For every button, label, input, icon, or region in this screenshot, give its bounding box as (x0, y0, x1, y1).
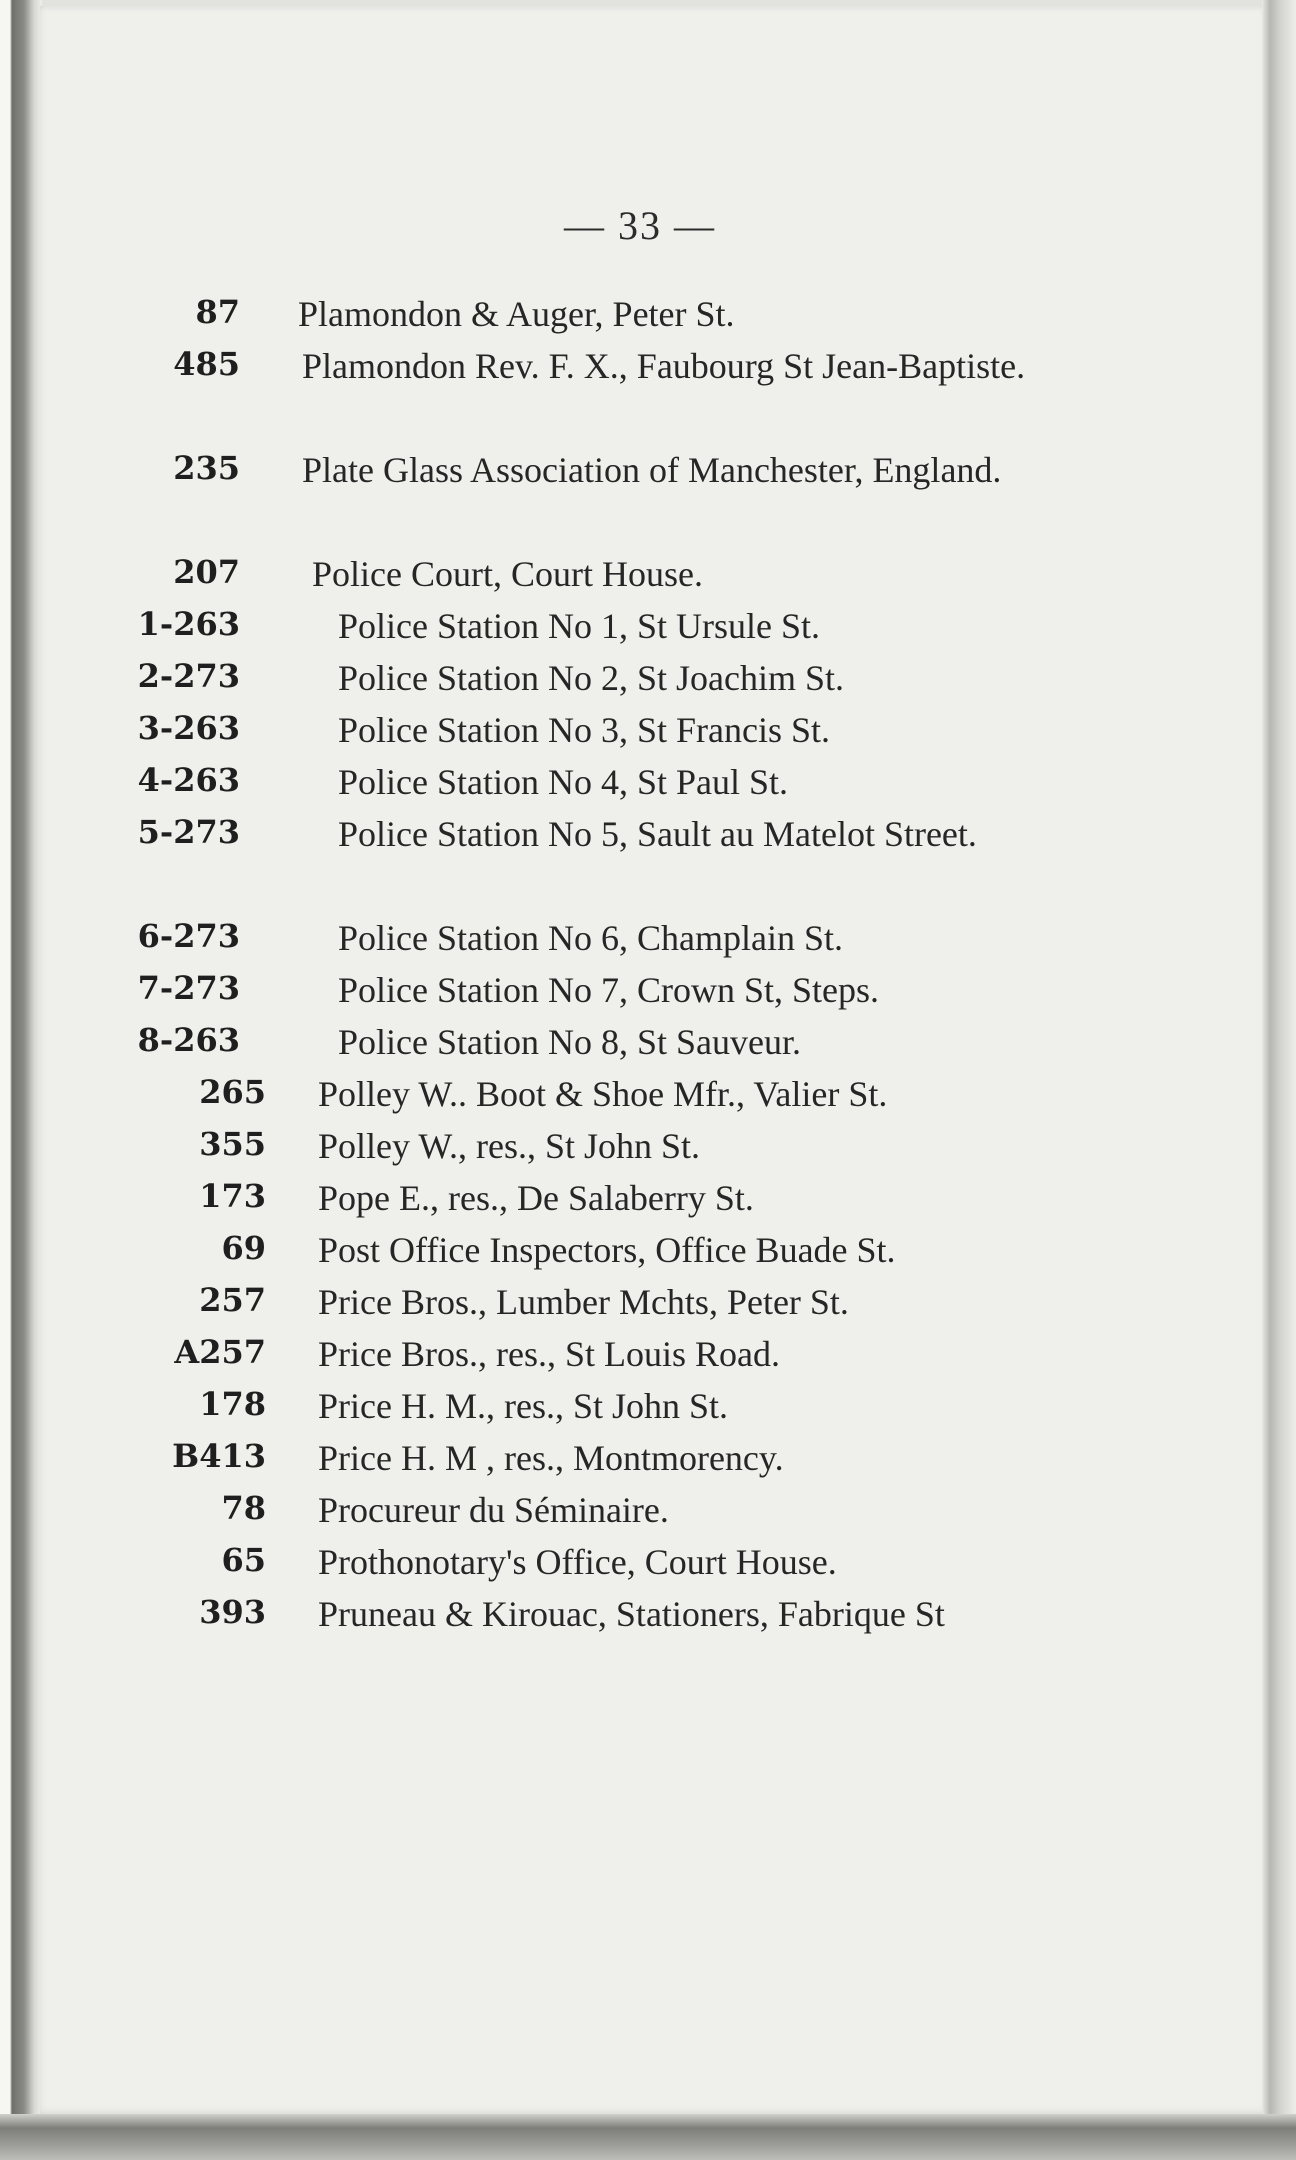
directory-entry (40, 1224, 1272, 1276)
entry-text: Polley W.. Boot & Shoe Mfr., Valier St. (318, 1074, 888, 1114)
directory-entry (40, 340, 1272, 444)
entry-text: Police Station No 2, St Joachim St. (338, 658, 845, 698)
directory-entry (40, 1536, 1272, 1588)
entry-text: Prothonotary's Office, Court House. (318, 1542, 837, 1582)
entry-number: 4-263 (137, 761, 240, 799)
entry-text: Plamondon Rev. F. X., Faubourg St Jean-Baptiste. (302, 346, 1026, 386)
entry-number: 6-273 (137, 917, 240, 955)
entry-number: B413 (172, 1437, 266, 1475)
directory-entry (40, 1172, 1272, 1224)
directory-entry (40, 548, 1272, 600)
page-bottom-edge (0, 2114, 1296, 2160)
entry-number: 178 (199, 1385, 266, 1423)
directory-entry (40, 704, 1272, 756)
directory-page (40, 6, 1272, 2118)
entry-number: 69 (221, 1229, 266, 1267)
entry-number: 173 (199, 1177, 266, 1215)
entry-text: Police Station No 3, St Francis St. (338, 710, 831, 750)
entry-number: 87 (195, 293, 240, 331)
entry-number: 485 (173, 345, 240, 383)
directory-entry (40, 808, 1272, 912)
directory-entry (40, 912, 1272, 964)
entry-text: Post Office Inspectors, Office Buade St. (318, 1230, 896, 1270)
directory-entry (40, 1328, 1272, 1380)
entry-number: 355 (199, 1125, 266, 1163)
page-left-edge (0, 0, 42, 2160)
entry-text: Pope E., res., De Salaberry St. (318, 1178, 754, 1218)
directory-entry (40, 1380, 1272, 1432)
entry-text: Police Station No 6, Champlain St. (338, 918, 843, 958)
entry-number: 8-263 (137, 1021, 240, 1059)
directory-entry (40, 1484, 1272, 1536)
entry-number: 265 (199, 1073, 266, 1111)
directory-entry (40, 288, 1272, 340)
directory-entry (40, 1068, 1272, 1120)
entry-text: Price Bros., Lumber Mchts, Peter St. (318, 1282, 849, 1322)
directory-entry (40, 444, 1272, 548)
page-right-edge (1262, 0, 1296, 2160)
entry-text: Price H. M , res., Montmorency. (318, 1438, 784, 1478)
entry-text: Plate Glass Association of Manchester, England. (302, 450, 1002, 490)
directory-entry (40, 1016, 1272, 1068)
directory-entries (40, 288, 1272, 1692)
directory-entry (40, 1432, 1272, 1484)
entry-number: 78 (221, 1489, 266, 1527)
entry-text: Police Station No 7, Crown St, Steps. (338, 970, 880, 1010)
entry-text: Pruneau & Kirouac, Stationers, Fabrique St (318, 1594, 945, 1634)
directory-entry (40, 600, 1272, 652)
entry-number: 1-263 (137, 605, 240, 643)
entry-number: 2-273 (137, 657, 240, 695)
directory-entry (40, 1276, 1272, 1328)
entry-number: 235 (173, 449, 240, 487)
entry-number: 65 (221, 1541, 266, 1579)
entry-text: Police Court, Court House. (312, 554, 703, 594)
entry-number: 5-273 (137, 813, 240, 851)
entry-number: 7-273 (137, 969, 240, 1007)
directory-entry (40, 964, 1272, 1016)
entry-text: Police Station No 1, St Ursule St. (338, 606, 821, 646)
entry-number: 257 (199, 1281, 266, 1319)
directory-entry (40, 652, 1272, 704)
entry-text: Procureur du Séminaire. (318, 1490, 669, 1530)
entry-text: Police Station No 5, Sault au Matelot Street. (338, 814, 977, 854)
directory-entry (40, 1588, 1272, 1692)
entry-number: A257 (174, 1333, 266, 1371)
page-number: — 33 — (564, 203, 716, 248)
entry-number: 3-263 (137, 709, 240, 747)
entry-text: Plamondon & Auger, Peter St. (298, 294, 735, 334)
entry-text: Police Station No 4, St Paul St. (338, 762, 789, 802)
entry-text: Price Bros., res., St Louis Road. (318, 1334, 780, 1374)
directory-entry (40, 756, 1272, 808)
entry-text: Polley W., res., St John St. (318, 1126, 701, 1166)
directory-entry (40, 1120, 1272, 1172)
entry-text: Police Station No 8, St Sauveur. (338, 1022, 801, 1062)
entry-text: Price H. M., res., St John St. (318, 1386, 729, 1426)
entry-number: 393 (199, 1593, 266, 1631)
entry-number: 207 (173, 553, 240, 591)
